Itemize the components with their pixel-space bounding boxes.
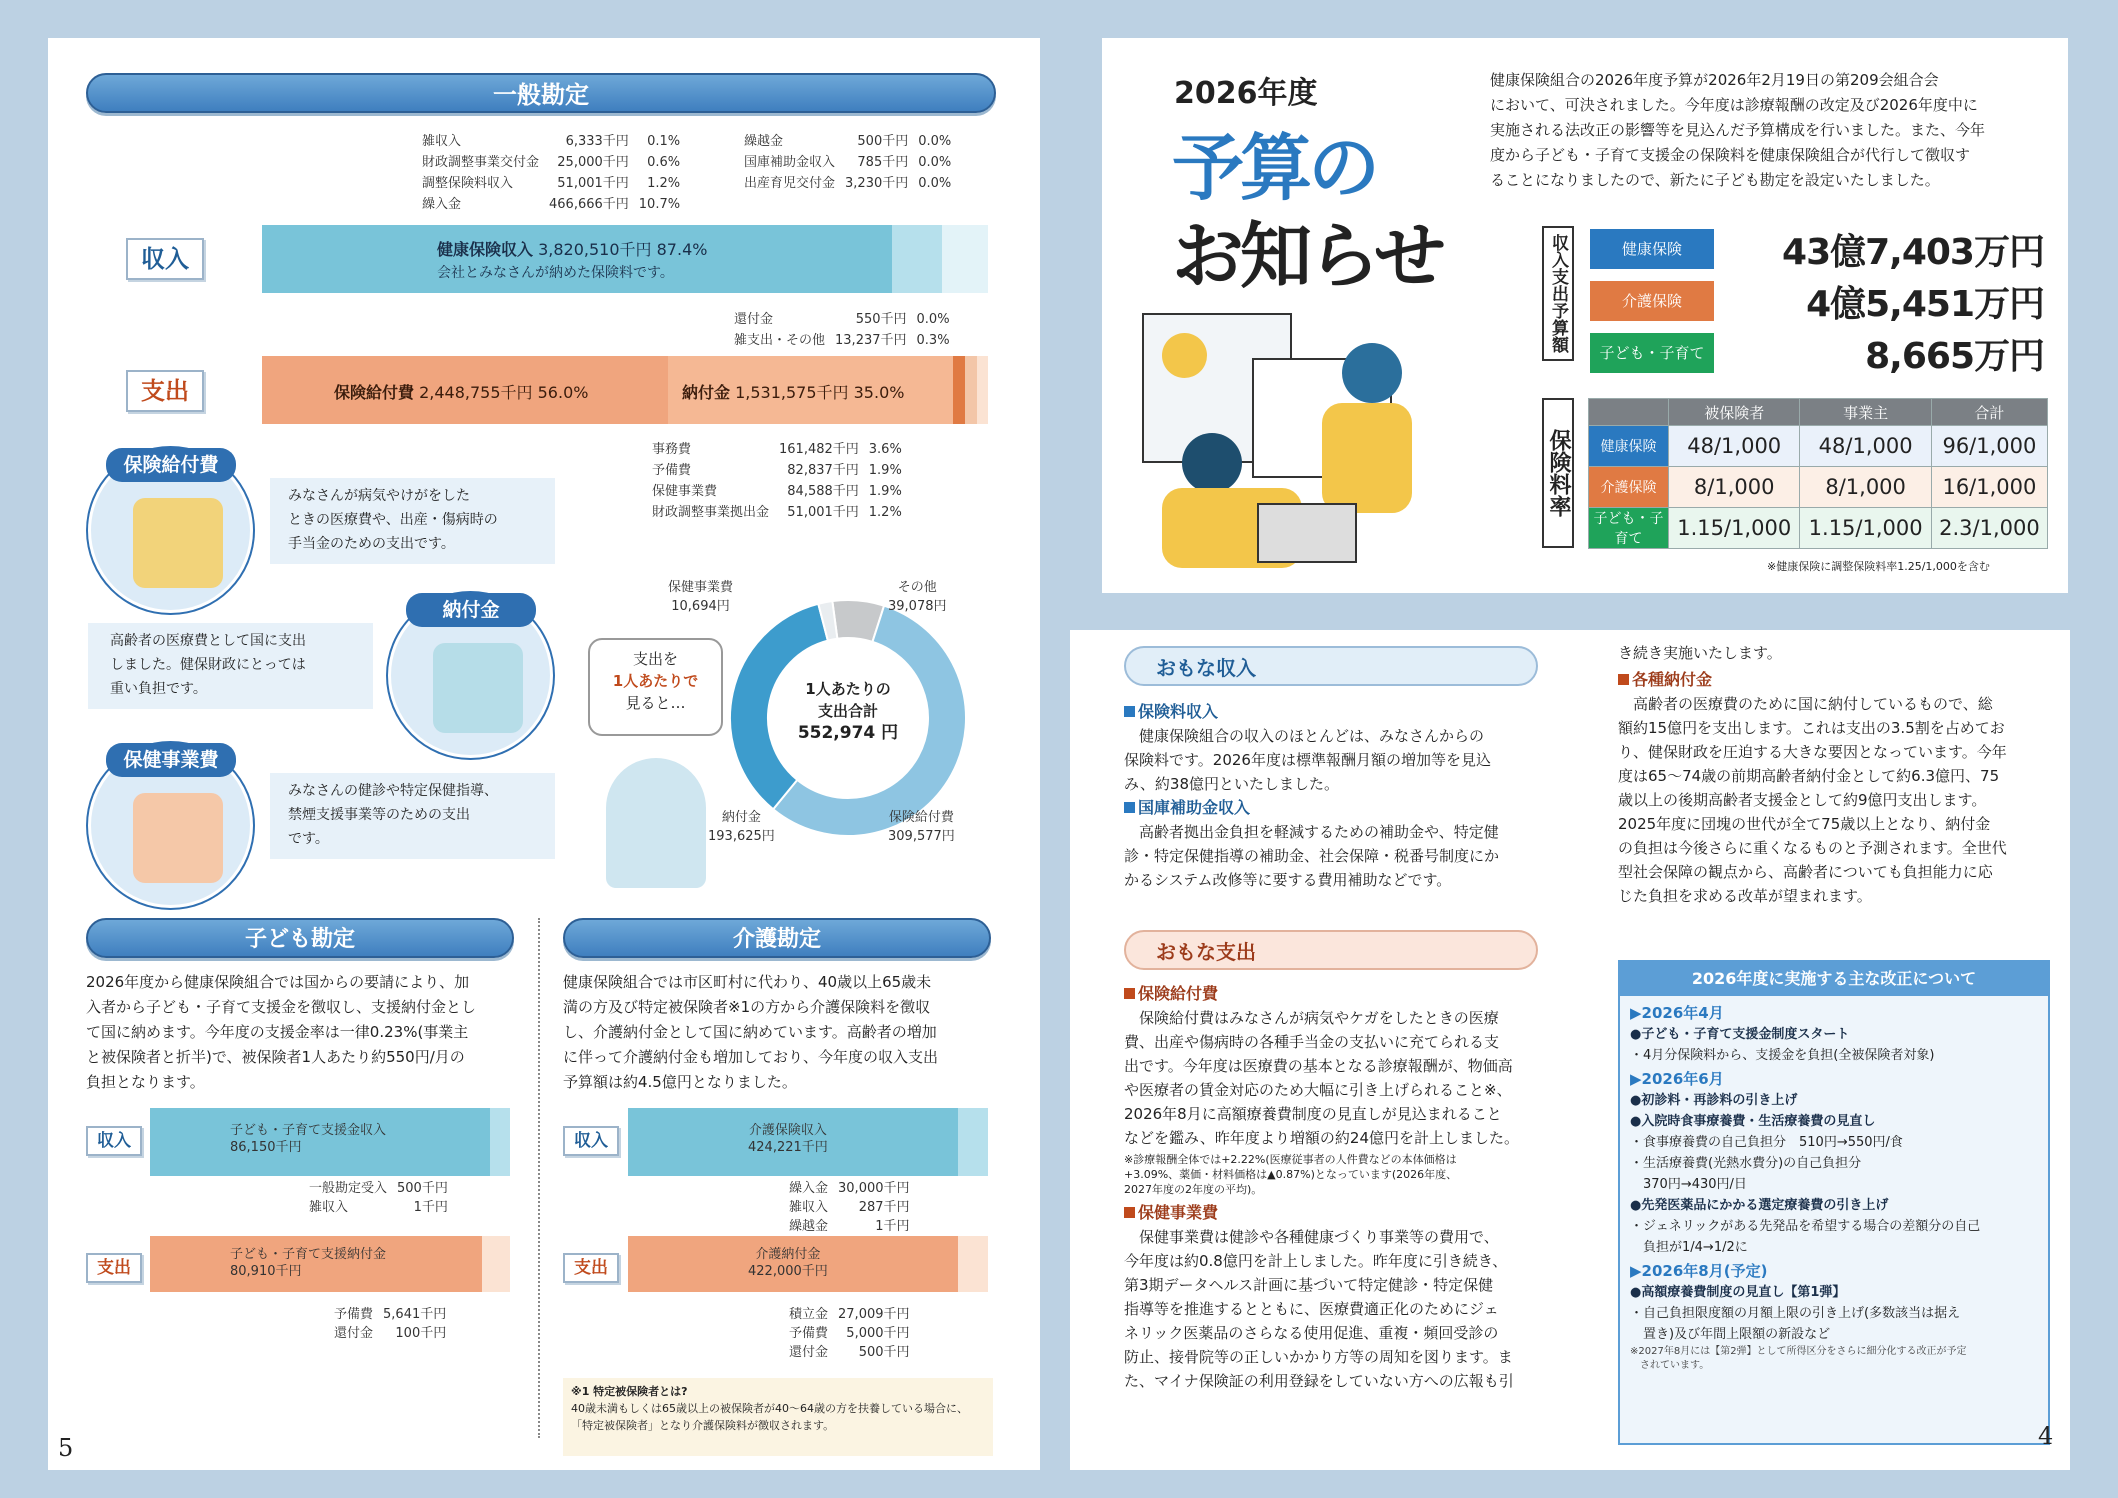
income-main-title: 健康保険収入 <box>437 240 534 259</box>
rate-name: 介護保険 <box>1589 467 1669 508</box>
reform-sub: ・4月分保険料から、支援金を負担(全被保険者対象) <box>1630 1048 1935 1063</box>
card-hokenjigyo <box>88 743 558 903</box>
kodomo-income-label: 収入 <box>86 1126 142 1156</box>
kaigo-expense-small-cell: 還付金 <box>789 1345 829 1360</box>
income-small-left-row <box>418 132 684 151</box>
expense-label: 支出 <box>126 370 204 412</box>
kaigo-expense-bar <box>628 1236 988 1292</box>
kodomo-expense-small-row <box>330 1325 450 1342</box>
kaigo-income-small-row <box>785 1199 914 1216</box>
card-noufu-text-1: 高齢者の医療費として国に支出 <box>110 633 306 649</box>
donut-center-line-2: 支出合計 <box>817 702 878 720</box>
reform-date: ▶2026年6月 <box>1630 1070 1724 1088</box>
col1-income <box>1124 700 1554 892</box>
rate-vlabel: 保険料率 <box>1542 398 1574 548</box>
kaigo-income-bar <box>628 1108 988 1176</box>
expense-small-bottom-cell: 保健事業費 <box>652 484 718 499</box>
card-hoken <box>88 448 548 598</box>
section-line: み、約38億円といたしました。 <box>1124 775 1339 793</box>
kodomo-expense-small-cell: 予備費 <box>334 1307 374 1322</box>
reform-box <box>1618 960 2050 1445</box>
kaigo-header: 介護勘定 <box>563 918 991 958</box>
kodomo-text-line: と被保険者と折半)で、被保険者1人あたり約550円/月の <box>86 1048 465 1066</box>
rate-header: 被保険者 <box>1669 399 1800 426</box>
donut-label-sonota: その他 <box>897 580 937 595</box>
income-small-right-row <box>740 132 955 151</box>
col2-noufukin <box>1618 668 2048 908</box>
footnote-line: ※診療報酬全体では+2.22%(医療従事者の人件費などの本体価格は <box>1124 1153 1457 1166</box>
patient-illustration <box>133 498 223 588</box>
income-small-right-cell: 0.0% <box>918 155 952 170</box>
kodomo-income-small-cell: 雑収入 <box>309 1200 349 1215</box>
section-line: や医療者の賃金対応のため大幅に引き上げられること※、 <box>1124 1081 1512 1099</box>
expense-small-bottom-cell: 161,482千円 <box>779 442 859 457</box>
expense-small-top-cell: 還付金 <box>734 312 774 327</box>
title-line-1: 予算の <box>1172 126 1377 210</box>
expense-small-top-cell: 雑支出・その他 <box>734 333 826 348</box>
income-main-sub: 会社とみなさんが納めた保険料です。 <box>437 265 674 281</box>
budget-list <box>1590 226 2044 382</box>
square-icon <box>1124 802 1135 813</box>
section-line: の負担は今後さらに重くなるものと予測されます。全世代 <box>1618 839 2007 857</box>
section-heading-text: 保険給付費 <box>1138 984 1219 1003</box>
section-line: 費、出産や傷病時の各種手当金の支払いに充てられる支 <box>1124 1033 1500 1051</box>
kaigo-expense-small-cell: 500千円 <box>858 1345 910 1360</box>
reform-date: ▶2026年8月(予定) <box>1630 1262 1768 1280</box>
col1-expense <box>1124 982 1554 1393</box>
section-heading <box>1124 700 1554 724</box>
section-line: 型社会保障の観点から、高齢者についても負担能力に応 <box>1618 863 1993 881</box>
section-heading <box>1618 668 2048 692</box>
square-icon <box>1124 706 1135 717</box>
kaigo-text <box>563 970 1003 1095</box>
reform-sub: ・ジェネリックがある先発品を希望する場合の差額分の自己 <box>1630 1219 1981 1234</box>
kaigo-income-main-label: 介護保険収入 <box>748 1123 827 1138</box>
expense-small-top-cell: 0.3% <box>916 333 950 348</box>
section-line: などを鑑み、昨年度より増額の約24億円を計上しました。 <box>1124 1129 1519 1147</box>
expense-small-bottom <box>646 438 908 524</box>
income-small-right-row <box>740 174 955 193</box>
kaigo-note <box>563 1378 993 1456</box>
kodomo-text <box>86 970 526 1095</box>
year-label: 2026年度 <box>1174 76 1318 111</box>
doctor-illustration <box>433 643 523 733</box>
expense-small-bottom-cell: 1.2% <box>868 505 902 520</box>
rate-value: 8/1,000 <box>1800 467 1931 508</box>
expense-small-top-cell: 0.0% <box>916 312 950 327</box>
expense-small-top-row <box>730 310 954 329</box>
kaigo-expense-small-cell: 27,009千円 <box>838 1307 910 1322</box>
expense-main2-title: 納付金 <box>682 383 731 402</box>
kodomo-expense-small <box>328 1304 452 1344</box>
kodomo-income-small-row <box>305 1180 452 1197</box>
expense-small-bottom-cell: 1.9% <box>868 463 902 478</box>
section-line: 度は65〜74歳の前期高齢者納付金として約6.3億円、75 <box>1618 767 2000 785</box>
kodomo-income-small-cell: 一般勘定受入 <box>309 1181 388 1196</box>
rate-name: 子ども・子育て <box>1589 508 1669 549</box>
income-small-left-cell: 調整保険料収入 <box>422 176 514 191</box>
expense-small-bottom-cell: 1.9% <box>868 484 902 499</box>
rate-header: 合計 <box>1931 399 2047 426</box>
kodomo-expense-main-value: 80,910千円 <box>230 1264 302 1279</box>
section-line: 高齢者の医療費のために国に納付しているもので、総 <box>1633 695 1993 713</box>
kaigo-income-small <box>783 1178 916 1237</box>
kaigo-income-small-cell: 繰越金 <box>789 1219 829 1234</box>
card-hoken-text-3: 手当金のための支出です。 <box>288 536 455 552</box>
rate-row <box>1589 508 2048 549</box>
expense-main1-title: 保険給付費 <box>334 383 415 402</box>
card-hokenjigyo-text-1: みなさんの健診や特定保健指導、 <box>288 783 498 799</box>
kodomo-text-line: 入者から子ども・子育て支援金を徴収し、支援納付金とし <box>86 998 477 1016</box>
expense-small-top <box>728 308 956 352</box>
kodomo-income-small-cell: 500千円 <box>397 1181 448 1196</box>
kaigo-expense-label: 支出 <box>563 1253 619 1283</box>
section-line: ネリック医薬品のさらなる使用促進、重複・頻回受診の <box>1124 1324 1499 1342</box>
budget-name: 子ども・子育て <box>1590 333 1714 373</box>
donut-value-noufu: 193,625円 <box>708 829 775 844</box>
section-line: 保険給付費はみなさんが病気やケガをしたときの医療 <box>1139 1009 1499 1027</box>
kaigo-expense-small-row <box>785 1325 914 1342</box>
income-small-right-cell: 繰越金 <box>744 134 784 149</box>
expense-main2-value: 1,531,575千円 35.0% <box>735 383 905 402</box>
income-small-left <box>416 130 686 216</box>
card-noufu <box>88 593 558 753</box>
section-heading-text: 各種納付金 <box>1632 670 1713 689</box>
kaigo-text-line: し、介護納付金として国に納めています。高齢者の増加 <box>563 1023 937 1041</box>
kaigo-income-small-cell: 30,000千円 <box>838 1181 910 1196</box>
budget-row <box>1590 330 2044 376</box>
bubble-line-2: 1人あたりで <box>612 672 699 690</box>
square-icon <box>1124 1207 1135 1218</box>
card-hoken-title: 保険給付費 <box>106 448 236 482</box>
person-illustration <box>606 758 706 888</box>
section-heading-text: 保険料収入 <box>1138 702 1219 721</box>
kodomo-text-line: て国に納めます。今年度の支援金率は一律0.23%(事業主 <box>86 1023 469 1041</box>
section-line: 第3期データヘルス計画に基づいて特定健診・特定保健 <box>1124 1276 1494 1294</box>
income-small-left-cell: 雑収入 <box>422 134 462 149</box>
kaigo-expense-main-value: 422,000千円 <box>748 1264 828 1279</box>
section-heading <box>1124 1201 1554 1225</box>
office-illustration <box>1142 303 1442 573</box>
card-hokenjigyo-text-3: です。 <box>288 831 329 847</box>
title-line-2: お知らせ <box>1172 214 1442 298</box>
kodomo-expense-small-row <box>330 1306 450 1323</box>
expense-small-bottom-cell: 3.6% <box>868 442 902 457</box>
reform-sub: 370円→430円/日 <box>1630 1177 1747 1192</box>
reform-date: ▶2026年4月 <box>1630 1004 1724 1022</box>
footnote <box>1124 1152 1554 1197</box>
col2-start: き続き実施いたします。 <box>1618 644 1782 662</box>
budget-name: 健康保険 <box>1590 229 1714 269</box>
expense-small-top-cell: 13,237千円 <box>835 333 907 348</box>
intro-text-line: 度から子ども・子育て支援金の保険料を健康保険組合が代行して徴収す <box>1490 146 1971 164</box>
reform-title: 2026年度に実施する主な改正について <box>1620 962 2048 996</box>
kodomo-expense-bar <box>150 1236 510 1292</box>
kaigo-income-small-cell: 287千円 <box>858 1200 910 1215</box>
income-small-right-cell: 785千円 <box>857 155 909 170</box>
intro-text-line: 健康保険組合の2026年度予算が2026年2月19日の第209会組合会 <box>1490 71 1939 89</box>
reform-item: ●子ども・子育て支援金制度スタート <box>1630 1027 1850 1042</box>
section-line: 診・特定保健指導の補助金、社会保障・税番号制度にか <box>1124 847 1500 865</box>
income-small-right <box>738 130 957 195</box>
reform-item: ●高額療養費制度の見直し【第1弾】 <box>1630 1285 1846 1300</box>
budget-vlabel: 収入支出予算額 <box>1542 226 1574 361</box>
income-bar <box>262 225 988 293</box>
kodomo-income-small-cell: 1千円 <box>413 1200 448 1215</box>
donut-label-noufu: 納付金 <box>721 810 761 825</box>
donut-label-hoken: 保険給付費 <box>888 810 954 825</box>
expense-small-bottom-cell: 財政調整事業拠出金 <box>652 505 770 520</box>
expense-small-bottom-cell: 84,588千円 <box>787 484 859 499</box>
expense-small-bottom-row <box>648 503 906 522</box>
square-icon <box>1618 674 1629 685</box>
kodomo-expense-small-cell: 還付金 <box>334 1326 374 1341</box>
expense-small-bottom-row <box>648 440 906 459</box>
section-line: 指導等を推進するとともに、医療費適正化のためにジェ <box>1124 1300 1499 1318</box>
section-line: かるシステム改修等に要する費用補助などです。 <box>1124 871 1452 889</box>
income-small-left-cell: 0.6% <box>647 155 681 170</box>
donut-center-line-1: 1人あたりの <box>805 680 891 698</box>
kaigo-income-small-cell: 1千円 <box>875 1219 910 1234</box>
kaigo-text-line: 健康保険組合では市区町村に代わり、40歳以上65歳未 <box>563 973 932 991</box>
expense-small-bottom-row <box>648 482 906 501</box>
kodomo-text-line: 2026年度から健康保険組合では国からの要請により、加 <box>86 973 470 991</box>
kodomo-income-main-value: 86,150千円 <box>230 1140 302 1155</box>
kodomo-text-line: 負担となります。 <box>86 1073 205 1091</box>
section-heading <box>1124 796 1554 820</box>
footnote-line: +3.09%、薬価・材料価格は▲0.87%)となっています(2026年度、 <box>1124 1168 1458 1181</box>
donut-center-total: 552,974 円 <box>797 723 899 743</box>
income-small-left-cell: 51,001千円 <box>557 176 629 191</box>
income-small-left-cell: 繰入金 <box>422 197 462 212</box>
kaigo-note-text-1: 40歳未満もしくは65歳以上の被保険者が40〜64歳の方を扶養している場合に、 <box>571 1402 968 1415</box>
donut-value-hoken: 309,577円 <box>888 829 955 844</box>
kodomo-expense-label: 支出 <box>86 1253 142 1283</box>
intro-text-line: において、可決されました。今年度は診療報酬の改定及び2026年度中に <box>1490 96 1978 114</box>
donut-value-sonota: 39,078円 <box>888 599 947 614</box>
section-line: 保健事業費は健診や各種健康づくり事業等の費用で、 <box>1139 1228 1499 1246</box>
income-small-left-cell: 1.2% <box>647 176 681 191</box>
expense-small-bottom-cell: 82,837千円 <box>787 463 859 478</box>
kodomo-income-small <box>303 1178 454 1218</box>
couple-illustration <box>133 793 223 883</box>
kaigo-expense-small-cell: 予備費 <box>789 1326 829 1341</box>
section-line: じた負担を求める改革が望まれます。 <box>1618 887 1872 905</box>
kodomo-income-main-label: 子ども・子育て支援金収入 <box>230 1123 387 1138</box>
income-small-right-cell: 3,230千円 <box>845 176 909 191</box>
kodomo-expense-small-cell: 5,641千円 <box>383 1307 447 1322</box>
kaigo-text-line: 満の方及び特定被保険者※1の方から介護保険料を徴収 <box>563 998 931 1016</box>
kaigo-expense-small-cell: 積立金 <box>789 1307 829 1322</box>
general-header: 一般勘定 <box>86 73 996 113</box>
page-number-right: 4 <box>2038 1422 2054 1450</box>
rate-row <box>1589 467 2048 508</box>
income-main-value: 3,820,510千円 87.4% <box>538 240 708 259</box>
expense-small-bottom-cell: 51,001千円 <box>787 505 859 520</box>
expense-small-top-row <box>730 331 954 350</box>
reform-note: されています。 <box>1630 1360 1710 1371</box>
card-hoken-text-2: ときの医療費や、出産・傷病時の <box>288 512 498 528</box>
kodomo-header: 子ども勘定 <box>86 918 514 958</box>
reform-sub: ・食事療養費の自己負担分 510円→550円/食 <box>1630 1135 1903 1150</box>
income-small-right-row <box>740 153 955 172</box>
budget-value: 8,665万円 <box>1865 335 2044 377</box>
left-page <box>48 38 1040 1470</box>
income-small-right-cell: 0.0% <box>918 176 952 191</box>
income-small-left-row <box>418 174 684 193</box>
income-small-left-cell: 0.1% <box>647 134 681 149</box>
kodomo-divider <box>538 918 540 1438</box>
card-noufu-text-3: 重い負担です。 <box>110 681 207 697</box>
kaigo-text-line: 予算額は約4.5億円となりました。 <box>563 1073 797 1091</box>
card-hokenjigyo-title: 保健事業費 <box>106 743 236 777</box>
kaigo-income-small-row <box>785 1180 914 1197</box>
income-small-left-cell: 466,666千円 <box>549 197 629 212</box>
donut-value-hokenjigyo: 10,694円 <box>671 599 730 614</box>
kaigo-expense-main-label: 介護納付金 <box>755 1247 821 1262</box>
kaigo-note-text-2: 「特定被保険者」となり介護保険料が徴収されます。 <box>571 1419 835 1432</box>
income-small-left-cell: 財政調整事業交付金 <box>422 155 540 170</box>
kaigo-note-title: ※1 特定被保険者とは? <box>571 1385 688 1398</box>
intro-text-line: ることになりましたので、新たに子ども勘定を設定いたしました。 <box>1490 171 1940 189</box>
page-number-left: 5 <box>58 1434 74 1462</box>
reform-list <box>1620 996 2048 1377</box>
reform-note: ※2027年8月には【第2弾】として所得区分をさらに細分化する改正が予定 <box>1630 1346 1967 1357</box>
kaigo-expense-small-row <box>785 1344 914 1361</box>
expense-bar <box>262 356 988 424</box>
section-line: 額約15億円を支出します。これは支出の3.5割を占めてお <box>1618 719 2005 737</box>
kaigo-expense-small-row <box>785 1306 914 1323</box>
expense-small-bottom-row <box>648 461 906 480</box>
income-small-left-cell: 10.7% <box>638 197 681 212</box>
income-small-left-cell: 25,000千円 <box>557 155 629 170</box>
kodomo-income-bar <box>150 1108 510 1176</box>
expense-main1-value: 2,448,755千円 56.0% <box>419 383 589 402</box>
expense-pill: おもな支出 <box>1124 930 1538 970</box>
intro-text <box>1490 68 2060 193</box>
expense-small-bottom-cell: 事務費 <box>652 442 692 457</box>
kodomo-income-small-row <box>305 1199 452 1216</box>
income-small-right-cell: 国庫補助金収入 <box>744 155 836 170</box>
reform-sub: 負担が1/4→1/2に <box>1630 1240 1748 1255</box>
rate-value: 1.15/1,000 <box>1800 508 1931 549</box>
section-line: 歳以上の後期高齢者支援金として約9億円支出します。 <box>1618 791 1987 809</box>
card-hokenjigyo-text-2: 禁煙支援事業等のための支出 <box>288 807 470 823</box>
kaigo-income-label: 収入 <box>563 1126 619 1156</box>
rate-value: 96/1,000 <box>1931 426 2047 467</box>
right-top-panel <box>1102 38 2068 593</box>
income-small-right-cell: 出産育児交付金 <box>744 176 836 191</box>
rate-table <box>1588 398 2048 549</box>
rate-value: 48/1,000 <box>1669 426 1800 467</box>
kaigo-income-small-cell: 繰入金 <box>789 1181 829 1196</box>
rate-note: ※健康保険に調整保険料率1.25/1,000を含む <box>1767 560 1990 573</box>
section-heading-text: 国庫補助金収入 <box>1138 798 1251 817</box>
rate-header-row <box>1589 399 2048 426</box>
section-line: 防止、接骨院等の正しいかかり方等の周知を図ります。ま <box>1124 1348 1513 1366</box>
budget-row <box>1590 278 2044 324</box>
section-line: 2026年8月に高額療養費制度の見直しが見込まれること <box>1124 1105 1502 1123</box>
income-small-right-cell: 0.0% <box>918 134 952 149</box>
rate-value: 8/1,000 <box>1669 467 1800 508</box>
section-line: 保険料です。2026年度は標準報酬月額の増加等を見込 <box>1124 751 1491 769</box>
kaigo-income-small-cell: 雑収入 <box>789 1200 829 1215</box>
donut-label-hokenjigyo: 保健事業費 <box>668 580 734 595</box>
card-hoken-text-1: みなさんが病気やけがをした <box>288 488 470 504</box>
rate-header <box>1589 399 1669 426</box>
kaigo-expense-small <box>783 1304 916 1363</box>
card-noufu-text-2: しました。健保財政にとっては <box>110 657 306 673</box>
rate-value: 1.15/1,000 <box>1669 508 1800 549</box>
section-line: り、健保財政を圧迫する大きな要因となっています。今年 <box>1618 743 2007 761</box>
income-small-left-cell: 6,333千円 <box>565 134 629 149</box>
kaigo-income-main-value: 424,221千円 <box>748 1140 828 1155</box>
rate-value: 48/1,000 <box>1800 426 1931 467</box>
rate-name: 健康保険 <box>1589 426 1669 467</box>
kaigo-text-line: に伴って介護納付金も増加しており、今年度の収入支出 <box>563 1048 939 1066</box>
expense-small-bottom-cell: 予備費 <box>652 463 692 478</box>
kodomo-expense-small-cell: 100千円 <box>395 1326 447 1341</box>
income-small-left-row <box>418 153 684 172</box>
bubble-line-3: 見ると… <box>625 694 686 712</box>
income-small-left-row <box>418 195 684 214</box>
section-line: た、マイナ保険証の利用登録をしていない方への広報も引 <box>1124 1372 1514 1390</box>
bubble-line-1: 支出を <box>632 650 678 668</box>
expense-small-top-cell: 550千円 <box>855 312 907 327</box>
section-line: 高齢者拠出金負担を軽減するための補助金や、特定健 <box>1139 823 1499 841</box>
kaigo-expense-small-cell: 5,000千円 <box>846 1326 910 1341</box>
kodomo-expense-main-label: 子ども・子育て支援納付金 <box>230 1247 387 1262</box>
section-heading <box>1124 982 1554 1006</box>
rate-header: 事業主 <box>1800 399 1931 426</box>
square-icon <box>1124 988 1135 999</box>
income-label: 収入 <box>126 238 204 280</box>
intro-text-line: 実施される法改正の影響等を見込んだ予算構成を行いました。また、今年 <box>1490 121 1986 139</box>
footnote-line: 2027年度の2年度の平均)。 <box>1124 1183 1263 1196</box>
section-heading-text: 保健事業費 <box>1138 1203 1219 1222</box>
reform-sub: 置き)及び年間上限額の新設など <box>1630 1327 1831 1342</box>
income-small-right-cell: 500千円 <box>857 134 909 149</box>
reform-sub: ・生活療養費(光熱水費分)の自己負担分 <box>1630 1156 1862 1171</box>
budget-value: 43億7,403万円 <box>1782 231 2044 273</box>
section-line: 出です。今年度は医療費の基本となる診療報酬が、物価高 <box>1124 1057 1513 1075</box>
reform-item: ●初診料・再診料の引き上げ <box>1630 1093 1798 1108</box>
reform-sub: ・自己負担限度額の月額上限の引き上げ(多数該当は据え <box>1630 1306 1961 1321</box>
income-pill: おもな収入 <box>1124 646 1538 686</box>
reform-item: ●先発医薬品にかかる選定療養費の引き上げ <box>1630 1198 1889 1213</box>
rate-value: 16/1,000 <box>1931 467 2047 508</box>
section-line: 2025年度に団塊の世代が全て75歳以上となり、納付金 <box>1618 815 1991 833</box>
section-line: 今年度は約0.8億円を計上しました。昨年度に引き続き、 <box>1124 1252 1508 1270</box>
right-bottom-page <box>1070 630 2070 1470</box>
speech-bubble <box>588 638 723 736</box>
rate-value: 2.3/1,000 <box>1931 508 2047 549</box>
section-line: 健康保険組合の収入のほとんどは、みなさんからの <box>1139 727 1485 745</box>
card-noufu-title: 納付金 <box>406 593 536 627</box>
kaigo-income-small-row <box>785 1218 914 1235</box>
budget-value: 4億5,451万円 <box>1806 283 2044 325</box>
rate-row <box>1589 426 2048 467</box>
budget-row <box>1590 226 2044 272</box>
reform-item: ●入院時食事療養費・生活療養費の見直し <box>1630 1114 1876 1129</box>
budget-name: 介護保険 <box>1590 281 1714 321</box>
